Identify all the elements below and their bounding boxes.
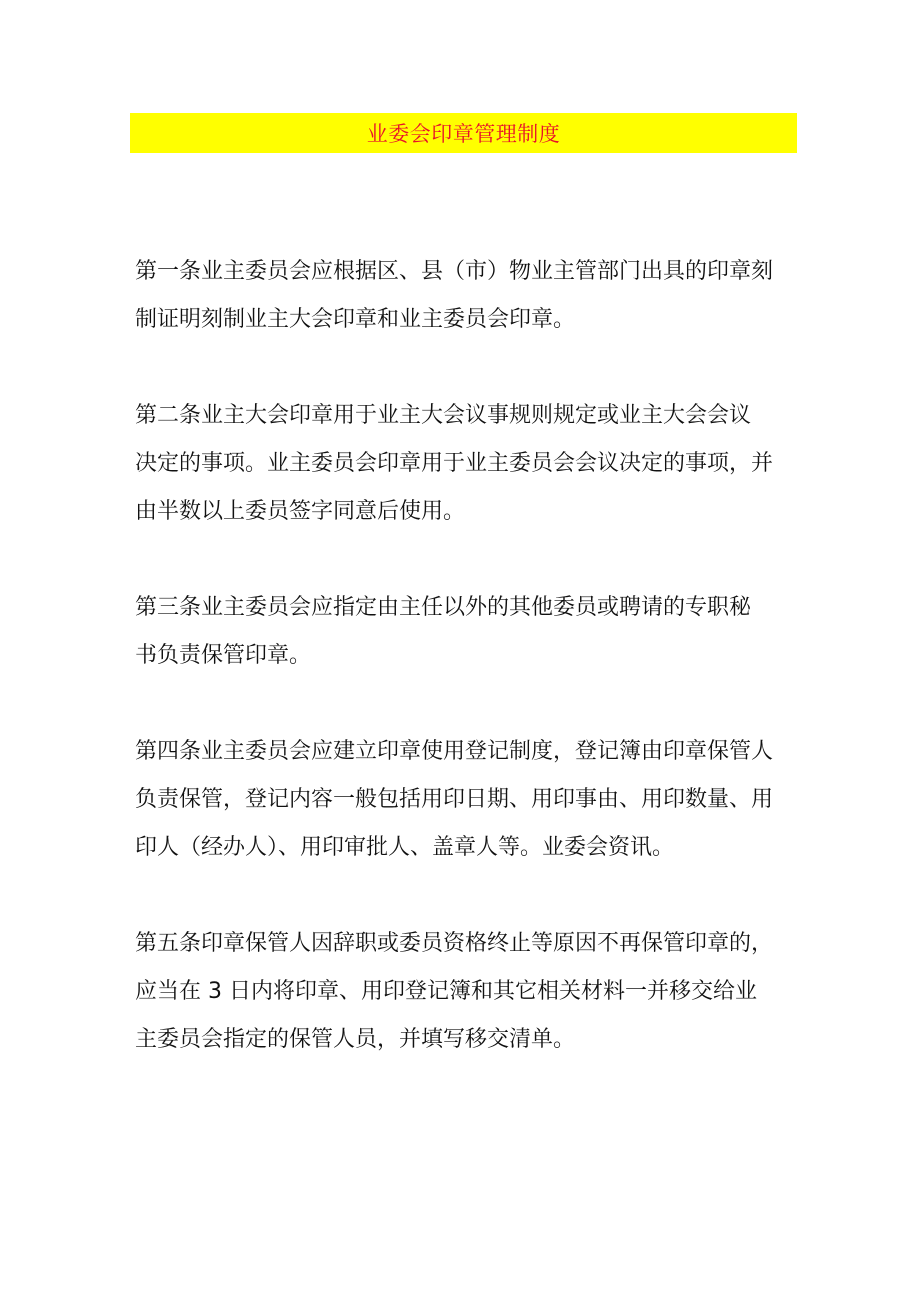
article-line: 第二条业主大会印章用于业主大会议事规则规定或业主大会会议 xyxy=(135,403,752,428)
article-line: 负责保管，登记内容一般包括用印日期、用印事由、用印数量、用 xyxy=(135,787,774,812)
article-line: 书负责保管印章。 xyxy=(135,643,312,668)
title-banner xyxy=(130,113,797,153)
article-list xyxy=(135,248,800,1112)
document-title: 业委会印章管理制度 xyxy=(366,122,561,146)
article-5 xyxy=(135,920,800,1064)
article-line: 第三条业主委员会应指定由主任以外的其他委员或聘请的专职秘 xyxy=(135,595,752,620)
article-line: 印人（经办人）、用印审批人、盖章人等。业委会资讯。 xyxy=(135,835,675,860)
article-line: 制证明刻制业主大会印章和业主委员会印章。 xyxy=(135,307,576,332)
article-line: 决定的事项。业主委员会印章用于业主委员会会议决定的事项，并 xyxy=(135,451,774,476)
article-3 xyxy=(135,584,800,680)
article-line: 应当在 3 日内将印章、用印登记簿和其它相关材料一并移交给业 xyxy=(135,979,757,1004)
article-4 xyxy=(135,728,800,872)
article-2 xyxy=(135,392,800,536)
article-line: 第一条业主委员会应根据区、县（市）物业主管部门出具的印章刻 xyxy=(135,259,774,284)
article-1 xyxy=(135,248,800,344)
article-line: 由半数以上委员签字同意后使用。 xyxy=(135,499,466,524)
article-line: 主委员会指定的保管人员，并填写移交清单。 xyxy=(135,1027,576,1052)
article-line: 第五条印章保管人因辞职或委员资格终止等原因不再保管印章的， xyxy=(135,931,774,956)
article-line: 第四条业主委员会应建立印章使用登记制度，登记簿由印章保管人 xyxy=(135,739,774,764)
